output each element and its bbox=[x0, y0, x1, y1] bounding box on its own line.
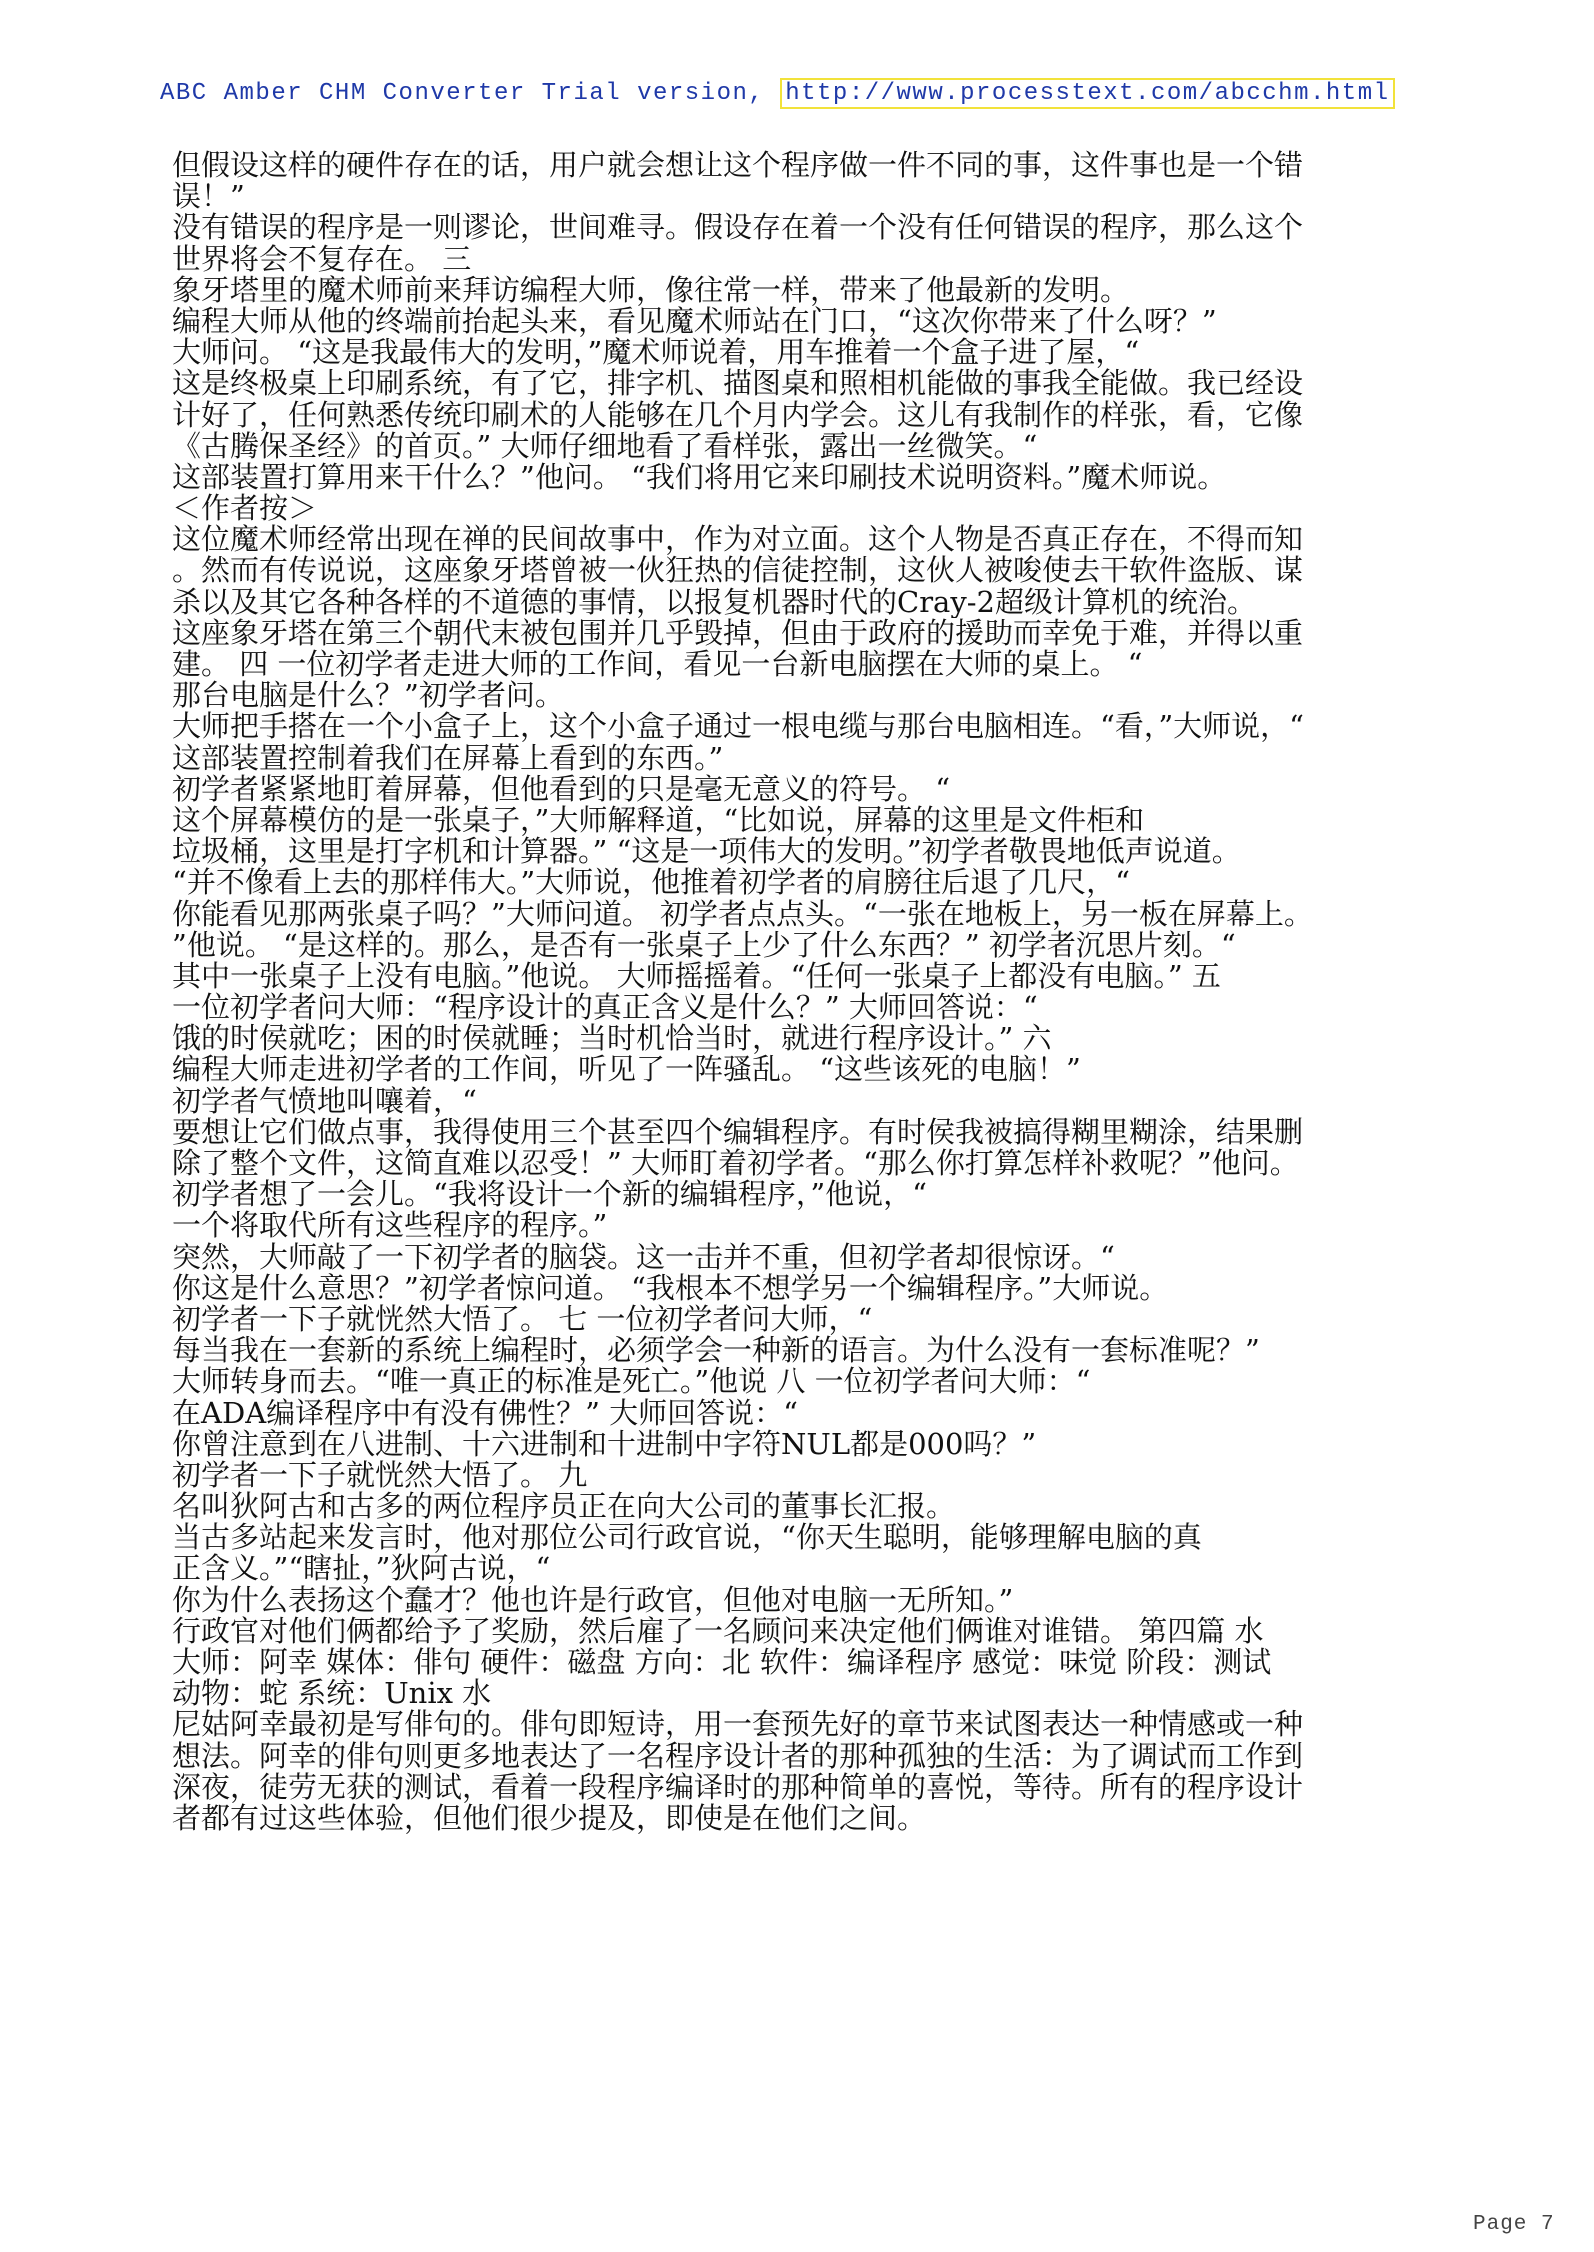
text-line: 每当我在一套新的系统上编程时，必须学会一种新的语言。为什么没有一套标准呢？” bbox=[172, 1335, 1260, 1367]
converter-trial-header bbox=[160, 80, 1395, 107]
text-line: 误！” bbox=[172, 181, 245, 213]
text-line: 大师把手搭在一个小盒子上，这个小盒子通过一根电缆与那台电脑相连。“看，”大师说，“ bbox=[172, 711, 1304, 743]
text-line: 《古腾保圣经》的首页。” 大师仔细地看了看样张，露出一丝微笑。“ bbox=[172, 430, 1038, 462]
text-line: 你为什么表扬这个蠢才？他也许是行政官，但他对电脑一无所知。” bbox=[172, 1584, 1014, 1616]
text-line: “并不像看上去的那样伟大。”大师说，他推着初学者的肩膀往后退了几尺，“ bbox=[172, 867, 1130, 899]
text-line: 你曾注意到在八进制、十六进制和十进制中字符NUL都是000吗？” bbox=[172, 1428, 1037, 1460]
text-line: 杀以及其它各种各样的不道德的事情，以报复机器时代的Cray-2超级计算机的统治。 bbox=[172, 586, 1256, 618]
text-line: 突然，大师敲了一下初学者的脑袋。这一击并不重，但初学者却很惊讶。“ bbox=[172, 1241, 1115, 1273]
text-line: 行政官对他们俩都给予了奖励，然后雇了一名顾问来决定他们俩谁对谁错。 第四篇 水 bbox=[172, 1615, 1264, 1647]
text-line: 大师问。 “这是我最伟大的发明，”魔术师说着，用车推着一个盒子进了屋，“ bbox=[172, 337, 1140, 369]
text-line: 深夜，徒劳无获的测试，看着一段程序编译时的那种简单的喜悦，等待。所有的程序设计 bbox=[172, 1771, 1304, 1803]
text-line: 这位魔术师经常出现在禅的民间故事中，作为对立面。这个人物是否真正存在，不得而知 bbox=[172, 524, 1304, 556]
text-line: 大师：阿幸 媒体：俳句 硬件：磁盘 方向：北 软件：编译程序 感觉：味觉 阶段：测试 bbox=[172, 1647, 1272, 1679]
text-line: 者都有过这些体验，但他们很少提及，即使是在他们之间。 bbox=[172, 1802, 927, 1835]
text-line: 世界将会不复存在。 三 bbox=[172, 243, 472, 275]
trial-notice-text: ABC Amber CHM Converter Trial version, bbox=[160, 80, 781, 107]
text-line: 想法。阿幸的俳句则更多地表达了一名程序设计者的那种孤独的生活：为了调试而工作到 bbox=[172, 1740, 1304, 1772]
text-line: 动物：蛇 系统：Unix 水 bbox=[172, 1678, 492, 1710]
text-line: 计好了，任何熟悉传统印刷术的人能够在几个月内学会。这儿有我制作的样张，看，它像 bbox=[172, 399, 1304, 431]
processtext-link[interactable]: http://www.processtext.com/abcchm.html bbox=[780, 78, 1394, 109]
text-line: 饿的时侯就吃；困的时侯就睡；当时机恰当时，就进行程序设计。” 六 bbox=[172, 1023, 1052, 1055]
text-line: 但假设这样的硬件存在的话，用户就会想让这个程序做一件不同的事，这件事也是一个错 bbox=[172, 150, 1304, 182]
text-line: 这部装置打算用来干什么？”他问。 “我们将用它来印刷技术说明资料。”魔术师说。 bbox=[172, 461, 1227, 494]
text-line: 象牙塔里的魔术师前来拜访编程大师，像往常一样，带来了他最新的发明。 bbox=[172, 274, 1130, 306]
text-line: 初学者气愤地叫嚷着，“ bbox=[172, 1085, 477, 1117]
text-line: 一位初学者问大师：“程序设计的真正含义是什么？” 大师回答说：“ bbox=[172, 992, 1038, 1024]
text-line: 初学者一下子就恍然大悟了。 七 一位初学者问大师，“ bbox=[172, 1303, 873, 1336]
text-line: 名叫狄阿古和古多的两位程序员正在向大公司的董事长汇报。 bbox=[172, 1491, 956, 1523]
text-line: 编程大师走进初学者的工作间，听见了一阵骚乱。 “这些该死的电脑！” bbox=[172, 1054, 1081, 1086]
text-line: 尼姑阿幸最初是写俳句的。俳句即短诗，用一套预先好的章节来试图表达一种情感或一种 bbox=[172, 1709, 1304, 1741]
text-line: 当古多站起来发言时，他对那位公司行政官说，“你天生聪明，能够理解电脑的真 bbox=[172, 1522, 1202, 1554]
text-line: 其中一张桌子上没有电脑。”他说。 大师摇摇着。“任何一张桌子上都没有电脑。” 五 bbox=[172, 960, 1221, 993]
text-line: 垃圾桶，这里是打字机和计算器。” “这是一项伟大的发明。”初学者敬畏地低声说道。 bbox=[172, 836, 1241, 868]
text-line: 编程大师从他的终端前抬起头来，看见魔术师站在门口，“这次你带来了什么呀？” bbox=[172, 305, 1217, 338]
text-line: 这部装置控制着我们在屏幕上看到的东西。” bbox=[172, 742, 724, 774]
text-line: 一个将取代所有这些程序的程序。” bbox=[172, 1210, 608, 1242]
text-line: 大师转身而去。“唯一真正的标准是死亡。”他说 八 一位初学者问大师：“ bbox=[172, 1366, 1091, 1398]
text-line: 那台电脑是什么？”初学者问。 bbox=[172, 680, 564, 712]
text-line: 你能看见那两张桌子吗？”大师问道。 初学者点点头。“一张在地板上，另一板在屏幕上。 bbox=[172, 898, 1313, 930]
page-number: Page 7 bbox=[1473, 2213, 1555, 2236]
text-line: ＜作者按＞ bbox=[172, 493, 318, 525]
document-body bbox=[172, 150, 1430, 1834]
text-line: 初学者想了一会儿。“我将设计一个新的编辑程序，”他说，“ bbox=[172, 1179, 927, 1211]
text-line: 正含义。”“瞎扯，”狄阿古说，“ bbox=[172, 1553, 551, 1585]
text-line: 你这是什么意思？”初学者惊问道。 “我根本不想学另一个编辑程序。”大师说。 bbox=[172, 1272, 1169, 1304]
text-line: 建。 四 一位初学者走进大师的工作间，看见一台新电脑摆在大师的桌上。 “ bbox=[172, 649, 1143, 681]
text-line: 这个屏幕模仿的是一张桌子，”大师解释道，“比如说，屏幕的这里是文件柜和 bbox=[172, 804, 1145, 837]
text-line: 除了整个文件，这简直难以忍受！” 大师盯着初学者。“那么你打算怎样补救呢？”他问。 bbox=[172, 1148, 1299, 1180]
text-line: 要想让它们做点事，我得使用三个甚至四个编辑程序。有时侯我被搞得糊里糊涂，结果删 bbox=[172, 1116, 1304, 1148]
text-line: 没有错误的程序是一则谬论，世间难寻。假设存在着一个没有任何错误的程序，那么这个 bbox=[172, 212, 1304, 244]
text-line: 这是终极桌上印刷系统，有了它，排字机、描图桌和照相机能做的事我全能做。我已经设 bbox=[172, 368, 1304, 400]
text-line: ”他说。 “是这样的。那么，是否有一张桌子上少了什么东西？” 初学者沉思片刻。“ bbox=[172, 929, 1236, 961]
text-line: 初学者一下子就恍然大悟了。 九 bbox=[172, 1459, 588, 1492]
text-line: 初学者紧紧地盯着屏幕，但他看到的只是毫无意义的符号。 “ bbox=[172, 773, 951, 805]
text-line: 在ADA编译程序中有没有佛性？” 大师回答说：“ bbox=[172, 1397, 799, 1429]
text-line: 这座象牙塔在第三个朝代末被包围并几乎毁掉，但由于政府的援助而幸免于难，并得以重 bbox=[172, 617, 1304, 649]
text-line: 。然而有传说说，这座象牙塔曾被一伙狂热的信徒控制，这伙人被唆使去干软件盗版、谋 bbox=[172, 555, 1304, 587]
